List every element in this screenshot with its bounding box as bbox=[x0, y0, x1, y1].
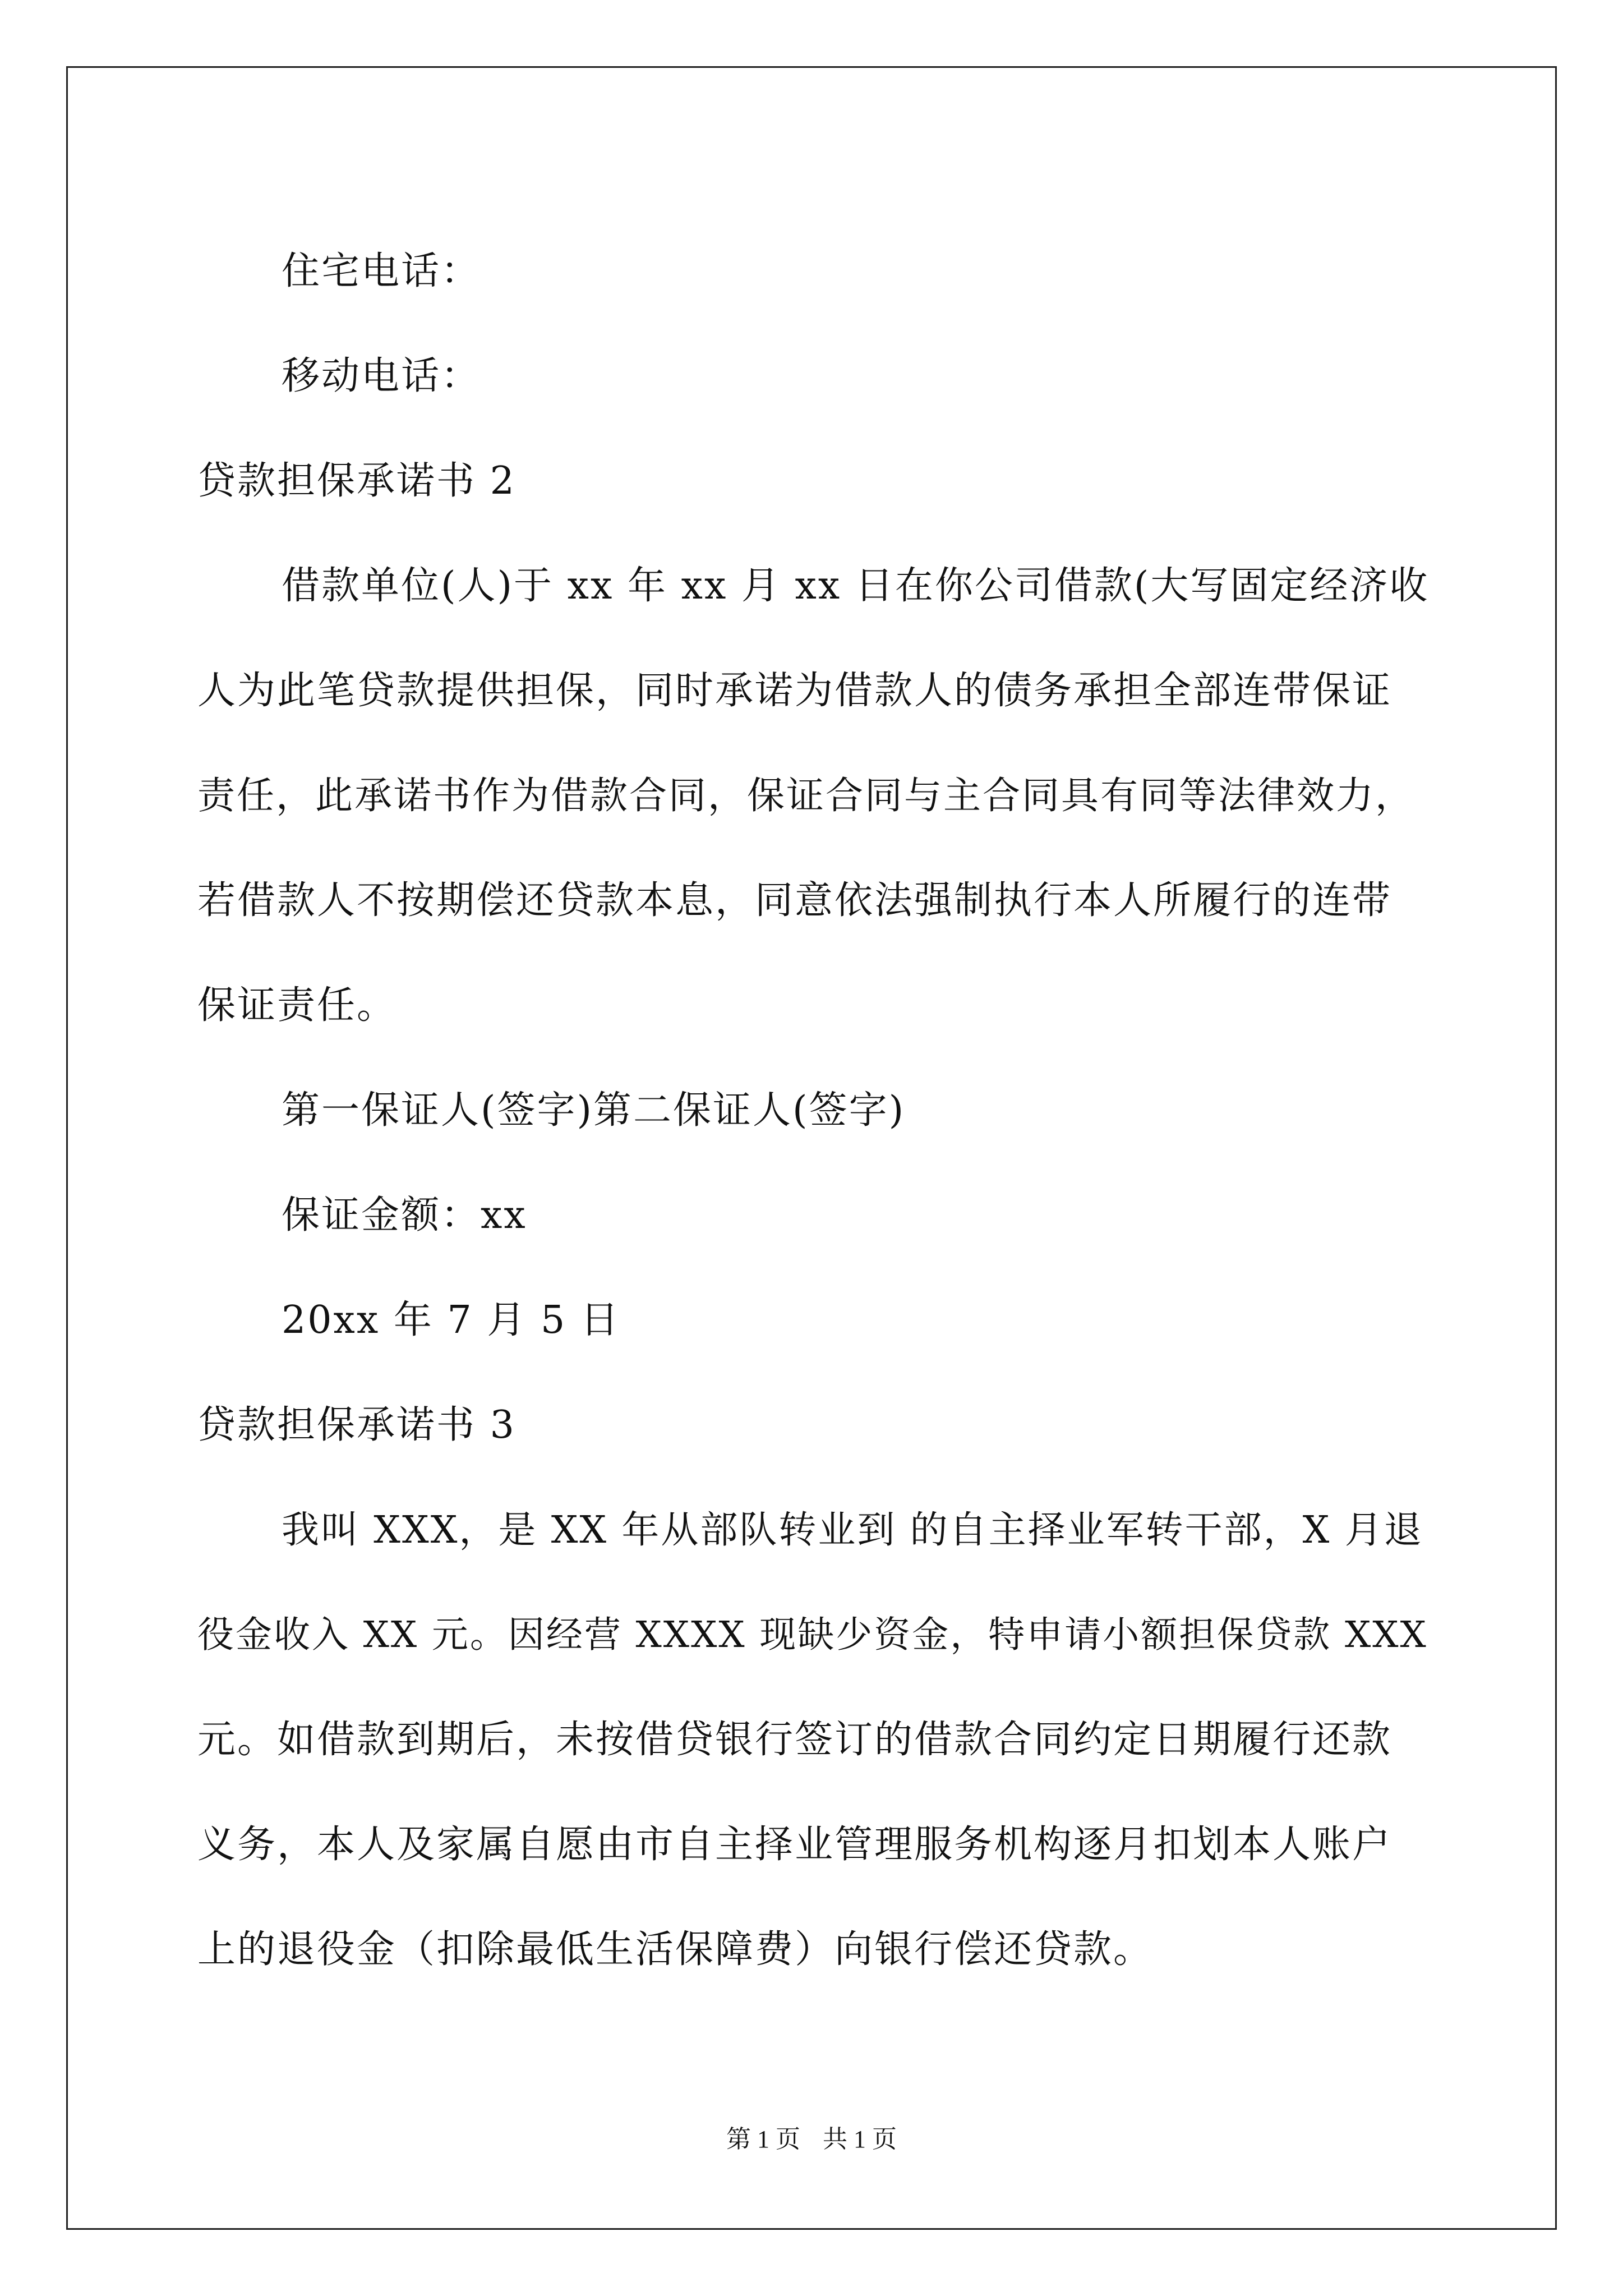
paragraph-line: 我叫 XXX，是 XX 年从部队转业到 的自主择业军转干部，X 月退 bbox=[282, 1508, 1423, 1552]
page-footer bbox=[0, 2119, 1623, 2155]
paragraph-line: 上的退役金（扣除最低生活保障费）向银行偿还贷款。 bbox=[197, 1927, 1154, 1972]
paragraph-line: 义务，本人及家属自愿由市自主择业管理服务机构逐月扣划本人账户 bbox=[197, 1823, 1393, 1867]
paragraph-line: 责任，此承诺书作为借款合同，保证合同与主合同具有同等法律效力， bbox=[197, 774, 1414, 817]
paragraph-line: 若借款人不按期偿还贷款本息，同意依法强制执行本人所履行的连带 bbox=[197, 878, 1393, 923]
guarantee-amount-line: 保证金额：xx bbox=[282, 1193, 527, 1237]
paragraph-line: 保证责任。 bbox=[197, 983, 397, 1028]
paragraph-line: 人为此笔贷款提供担保，同时承诺为借款人的债务承担全部连带保证 bbox=[197, 669, 1393, 713]
section-heading-3: 贷款担保承诺书 3 bbox=[197, 1403, 516, 1447]
section-heading-2: 贷款担保承诺书 2 bbox=[197, 459, 516, 503]
page-total: 共 1 页 bbox=[823, 2125, 897, 2153]
paragraph-line: 借款单位(人)于 xx 年 xx 月 xx 日在你公司借款(大写固定经济收 bbox=[282, 564, 1430, 608]
signature-line: 第一保证人(签字)第二保证人(签字) bbox=[282, 1088, 906, 1133]
text-line-home-phone: 住宅电话： bbox=[282, 249, 481, 293]
paragraph-line: 役金收入 XX 元。因经营 XXXX 现缺少资金，特申请小额担保贷款 XXX bbox=[197, 1614, 1428, 1656]
text-line-mobile-phone: 移动电话： bbox=[282, 354, 481, 398]
date-line: 20xx 年 7 月 5 日 bbox=[282, 1298, 620, 1342]
paragraph-line: 元。如借款到期后，未按借贷银行签订的借款合同约定日期履行还款 bbox=[197, 1718, 1393, 1762]
document-body bbox=[197, 219, 1431, 2002]
page-number: 第 1 页 bbox=[726, 2125, 800, 2153]
